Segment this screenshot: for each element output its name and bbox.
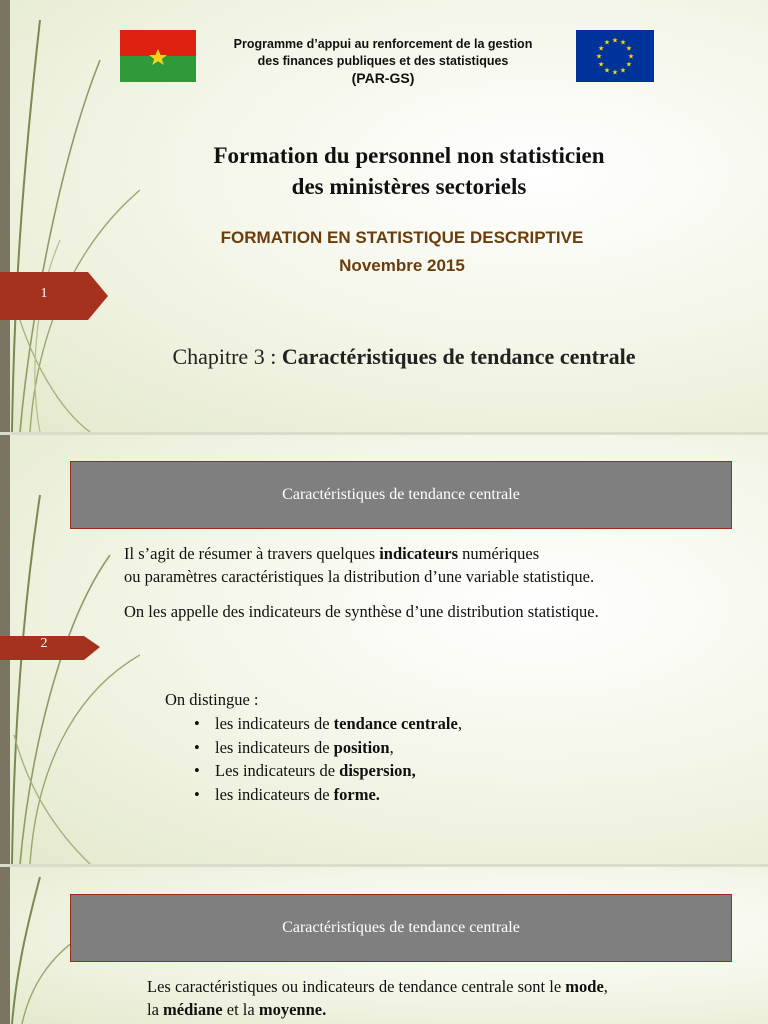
eu-star-icon: ★ xyxy=(627,52,635,61)
eu-star-icon: ★ xyxy=(597,44,605,53)
training-title xyxy=(100,140,718,202)
burkina-faso-flag xyxy=(120,30,196,82)
chapter-title: Caractéristiques de tendance centrale xyxy=(281,344,636,369)
slide-1 xyxy=(0,0,768,432)
central-tendency-paragraph xyxy=(147,975,608,1021)
slide-number-tab xyxy=(0,632,108,680)
list-item-suffix: , xyxy=(457,714,462,733)
synthesis-paragraph: On les appelle des indicateurs de synthèse d’une distribution statistique. xyxy=(124,602,599,621)
list-item-text: les indicateurs de xyxy=(215,784,334,804)
eu-star-icon: ★ xyxy=(625,60,633,69)
eu-star-icon: ★ xyxy=(611,68,619,77)
eu-star-icon: ★ xyxy=(603,66,611,75)
list-item xyxy=(190,759,462,783)
slide-number: 1 xyxy=(40,286,48,301)
paragraph-text: et la xyxy=(222,1000,259,1019)
eu-star-icon: ★ xyxy=(595,52,603,61)
slide-3 xyxy=(0,867,768,1024)
list-item-suffix: , xyxy=(389,737,394,757)
definition-text: Il s’agit de résumer à travers quelques xyxy=(124,544,380,563)
eu-star-icon: ★ xyxy=(625,44,633,53)
paragraph-text: Les caractéristiques ou indicateurs de tendance centrale sont le xyxy=(147,977,566,996)
eu-star-icon: ★ xyxy=(611,36,619,45)
program-acronym: PAR-GS xyxy=(356,70,410,86)
title-line-2: des ministères sectoriels xyxy=(291,174,527,199)
course-subtitle xyxy=(100,224,704,280)
list-item-keyword: forme. xyxy=(333,784,380,804)
list-item xyxy=(190,736,462,760)
slide-2 xyxy=(0,435,768,864)
indicator-list xyxy=(190,712,462,806)
program-header xyxy=(200,36,566,87)
list-item-keyword: dispersion, xyxy=(339,761,416,780)
title-line-1: Formation du personnel non statisticien xyxy=(213,143,605,168)
european-union-flag xyxy=(576,30,654,82)
definition-paragraph xyxy=(124,542,594,588)
eu-star-icon: ★ xyxy=(619,38,627,47)
list-item-keyword: position xyxy=(333,737,390,757)
acronym-close: ) xyxy=(409,70,415,86)
subtitle-date: Novembre 2015 xyxy=(339,256,465,275)
slide-title-banner: Caractéristiques de tendance centrale xyxy=(70,894,732,962)
keyword-mode: mode xyxy=(565,977,604,996)
list-item-text: les indicateurs de xyxy=(215,714,334,733)
slide-number-tab xyxy=(0,272,108,320)
keyword-median: médiane xyxy=(163,1000,223,1019)
acronym-open: ( xyxy=(351,70,357,86)
subtitle-line-1: FORMATION EN STATISTIQUE DESCRIPTIVE xyxy=(220,228,584,247)
list-item xyxy=(190,783,462,807)
list-item-text: Les indicateurs de xyxy=(215,761,340,780)
list-intro: On distingue : xyxy=(165,690,259,709)
eu-star-icon: ★ xyxy=(603,38,611,47)
slide-title-banner: Caractéristiques de tendance centrale xyxy=(70,461,732,529)
list-item-keyword: tendance centrale xyxy=(333,714,458,733)
paragraph-comma: , xyxy=(603,977,608,996)
chapter-heading xyxy=(100,344,708,370)
program-line-2: des finances publiques et des statistiques xyxy=(257,54,509,68)
list-item xyxy=(190,712,462,736)
chapter-prefix: Chapitre 3 : xyxy=(172,344,282,369)
eu-star-icon: ★ xyxy=(597,60,605,69)
definition-line-2: ou paramètres caractéristiques la distribution d’une variable statistique. xyxy=(124,567,595,586)
program-line-1: Programme d’appui au renforcement de la gestion xyxy=(233,37,533,51)
slide-number: 2 xyxy=(40,636,48,651)
keyword-mean: moyenne. xyxy=(258,1000,327,1019)
definition-keyword: indicateurs xyxy=(379,544,459,563)
list-item-text: les indicateurs de xyxy=(215,737,334,757)
definition-text-end: numériques xyxy=(458,544,540,563)
eu-star-icon: ★ xyxy=(619,66,627,75)
paragraph-text: la xyxy=(147,1000,164,1019)
